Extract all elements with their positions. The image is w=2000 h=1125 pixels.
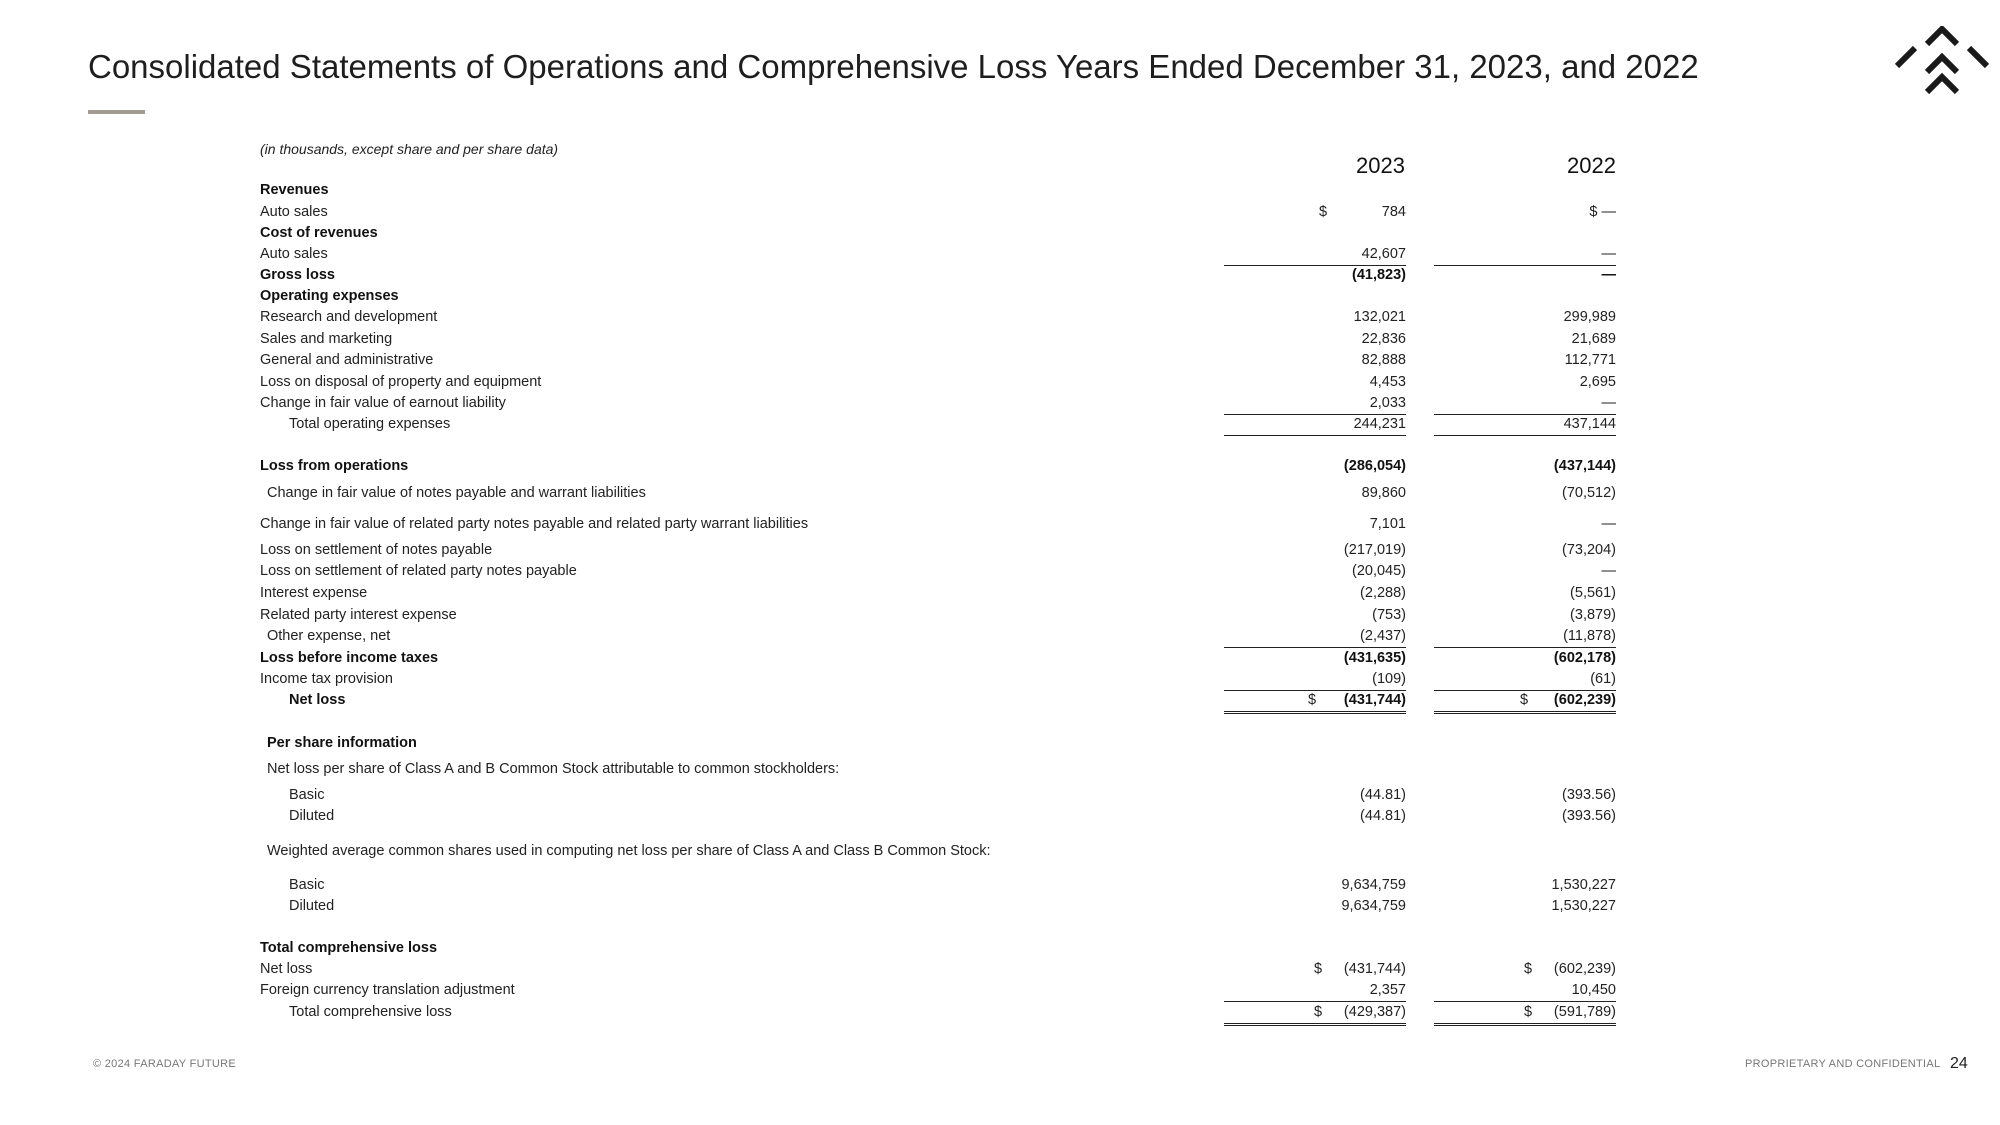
- units-note: (in thousands, except share and per share data): [260, 141, 559, 157]
- value-2023: (286,054): [1343, 458, 1406, 474]
- row-weighted-shares-heading: [0, 841, 2000, 862]
- row-label: Loss on settlement of notes payable: [260, 542, 493, 558]
- value-2023: (44.81): [1360, 808, 1406, 824]
- value-2022: (437,144): [1553, 458, 1616, 474]
- currency-symbol: $: [1314, 1004, 1323, 1020]
- row-net-loss: [0, 690, 2000, 711]
- row-label: Change in fair value of earnout liability: [260, 395, 506, 411]
- row-fv-related-party: [0, 514, 2000, 535]
- row-label: Cost of revenues: [260, 225, 378, 241]
- row-label: Auto sales: [260, 204, 328, 220]
- row-interest-expense: [0, 583, 2000, 604]
- row-label: Weighted average common shares used in computing net loss per share of Class A and Class B Common Stock:: [267, 843, 991, 859]
- value-2023: (431,744): [1343, 692, 1406, 708]
- value-2022: 437,144: [1563, 416, 1616, 432]
- row-sales-marketing: [0, 329, 2000, 350]
- currency-symbol: $: [1520, 692, 1529, 708]
- row-label: Total operating expenses: [289, 416, 451, 432]
- row-loss-from-operations: [0, 456, 2000, 477]
- value-2022: (602,239): [1553, 961, 1616, 977]
- value-2022: (393.56): [1561, 787, 1616, 803]
- row-revenue-auto-sales: [0, 202, 2000, 223]
- row-loss-before-taxes: [0, 648, 2000, 669]
- row-shares-basic: [0, 875, 2000, 896]
- row-label: Net loss: [289, 692, 346, 708]
- value-2022: —: [1601, 246, 1616, 262]
- row-gross-loss: [0, 265, 2000, 286]
- value-2023: 4,453: [1369, 374, 1406, 390]
- row-label: Research and development: [260, 309, 438, 325]
- currency-symbol: $: [1308, 692, 1317, 708]
- row-net-loss-per-share-heading: [0, 759, 2000, 780]
- currency-symbol: $: [1314, 961, 1323, 977]
- section-operating-expenses: [0, 286, 2000, 307]
- value-2023: (44.81): [1360, 787, 1406, 803]
- value-2022: (591,789): [1553, 1004, 1616, 1020]
- value-2022: 112,771: [1564, 352, 1616, 368]
- row-label: Related party interest expense: [260, 607, 457, 623]
- row-label: Sales and marketing: [260, 331, 393, 347]
- value-2022: 10,450: [1571, 982, 1616, 998]
- row-eps-basic: [0, 785, 2000, 806]
- value-2022: (11,878): [1563, 628, 1616, 644]
- value-2023: 22,836: [1361, 331, 1406, 347]
- row-label: Interest expense: [260, 585, 368, 601]
- title-underline: [88, 110, 145, 114]
- row-label: Total comprehensive loss: [260, 940, 438, 956]
- value-2023: 42,607: [1361, 246, 1406, 262]
- row-fx-translation: [0, 980, 2000, 1001]
- row-label: Loss before income taxes: [260, 650, 439, 666]
- row-cost-auto-sales: [0, 244, 2000, 265]
- value-2023: (217,019): [1343, 542, 1406, 558]
- row-label: Gross loss: [260, 267, 335, 283]
- row-eps-diluted: [0, 806, 2000, 827]
- column-header-2022: 2022: [1567, 153, 1616, 178]
- page-number: 24: [1950, 1055, 1968, 1072]
- value-2023: (41,823): [1351, 267, 1406, 283]
- row-label: General and administrative: [260, 352, 434, 368]
- row-total-operating-expenses: [0, 414, 2000, 435]
- row-label: Basic: [289, 787, 325, 803]
- value-2023: (431,635): [1343, 650, 1406, 666]
- value-2023: (2,437): [1360, 628, 1406, 644]
- value-2022: —: [1601, 267, 1616, 283]
- value-2022: 21,689: [1571, 331, 1616, 347]
- row-label: Revenues: [260, 182, 329, 198]
- row-label: Change in fair value of related party notes payable and related party warrant liabilities: [260, 516, 809, 532]
- row-label: Loss on disposal of property and equipment: [260, 374, 542, 390]
- row-general-administrative: [0, 350, 2000, 371]
- value-2022: (61): [1590, 671, 1616, 687]
- section-cost-of-revenues: [0, 223, 2000, 244]
- value-2023: 132,021: [1353, 309, 1406, 325]
- currency-symbol: $: [1524, 1004, 1533, 1020]
- currency-symbol: $: [1319, 204, 1328, 220]
- value-2022: 1,530,227: [1551, 898, 1616, 914]
- currency-symbol: $: [1524, 961, 1533, 977]
- row-label: Diluted: [289, 808, 335, 824]
- row-loss-disposal: [0, 372, 2000, 393]
- value-2023: (109): [1372, 671, 1406, 687]
- value-2022: —: [1601, 516, 1616, 532]
- row-label: Other expense, net: [267, 628, 391, 644]
- column-header-2023: 2023: [1356, 153, 1405, 178]
- value-2022: 2,695: [1579, 374, 1616, 390]
- row-label: Auto sales: [260, 246, 328, 262]
- row-label: Operating expenses: [260, 288, 399, 304]
- row-label: Per share information: [267, 735, 417, 751]
- row-label: Diluted: [289, 898, 335, 914]
- value-2022: (602,178): [1553, 650, 1616, 666]
- row-label: Loss on settlement of related party notes payable: [260, 563, 577, 579]
- row-label: Total comprehensive loss: [289, 1004, 452, 1020]
- row-label: Basic: [289, 877, 325, 893]
- value-2022: 1,530,227: [1551, 877, 1616, 893]
- value-2023: (429,387): [1343, 1004, 1406, 1020]
- value-2023: 89,860: [1361, 485, 1406, 501]
- section-total-comprehensive-loss: [0, 938, 2000, 959]
- value-2023: (2,288): [1360, 585, 1406, 601]
- footer-copyright: © 2024 FARADAY FUTURE: [93, 1058, 236, 1070]
- value-2023: 9,634,759: [1341, 898, 1406, 914]
- row-earnout-liability: [0, 393, 2000, 414]
- page-title: Consolidated Statements of Operations and Comprehensive Loss Years Ended December 31, 2023, and 2022: [88, 48, 1699, 85]
- row-label: Net loss: [260, 961, 313, 977]
- value-2023: 244,231: [1353, 416, 1406, 432]
- row-income-tax: [0, 669, 2000, 690]
- value-2023: 7,101: [1369, 516, 1406, 532]
- row-settlement-notes: [0, 540, 2000, 561]
- row-research-development: [0, 307, 2000, 328]
- value-2023: 9,634,759: [1341, 877, 1406, 893]
- value-2023: (431,744): [1343, 961, 1406, 977]
- row-label: Foreign currency translation adjustment: [260, 982, 515, 998]
- value-2023: 784: [1381, 204, 1406, 220]
- value-2022: (602,239): [1553, 692, 1616, 708]
- row-related-interest: [0, 605, 2000, 626]
- row-label: Income tax provision: [260, 671, 393, 687]
- section-per-share: [0, 733, 2000, 754]
- row-label: Loss from operations: [260, 458, 409, 474]
- section-revenues: [0, 180, 2000, 201]
- value-2023: (753): [1372, 607, 1406, 623]
- value-2022: (73,204): [1561, 542, 1616, 558]
- row-total-comprehensive-loss: [0, 1002, 2000, 1023]
- row-tcl-net-loss: [0, 959, 2000, 980]
- row-label: Change in fair value of notes payable and warrant liabilities: [267, 485, 646, 501]
- value-2022: —: [1601, 563, 1616, 579]
- footer-confidential: PROPRIETARY AND CONFIDENTIAL: [1745, 1058, 1941, 1070]
- value-2022: (70,512): [1561, 485, 1616, 501]
- value-2023: 2,033: [1369, 395, 1406, 411]
- value-2022: (3,879): [1570, 607, 1616, 623]
- row-fv-notes-payable: [0, 483, 2000, 504]
- value-2022: 299,989: [1563, 309, 1616, 325]
- value-2022: $ —: [1589, 204, 1616, 220]
- row-shares-diluted: [0, 896, 2000, 917]
- row-label: Net loss per share of Class A and B Common Stock attributable to common stockholders:: [267, 761, 840, 777]
- value-2022: (393.56): [1561, 808, 1616, 824]
- value-2022: (5,561): [1570, 585, 1616, 601]
- faraday-future-logo-icon: [1895, 26, 1989, 96]
- value-2023: (20,045): [1351, 563, 1406, 579]
- row-other-expense: [0, 626, 2000, 647]
- value-2023: 2,357: [1369, 982, 1406, 998]
- value-2023: 82,888: [1361, 352, 1406, 368]
- row-settlement-related-notes: [0, 561, 2000, 582]
- value-2022: —: [1601, 395, 1616, 411]
